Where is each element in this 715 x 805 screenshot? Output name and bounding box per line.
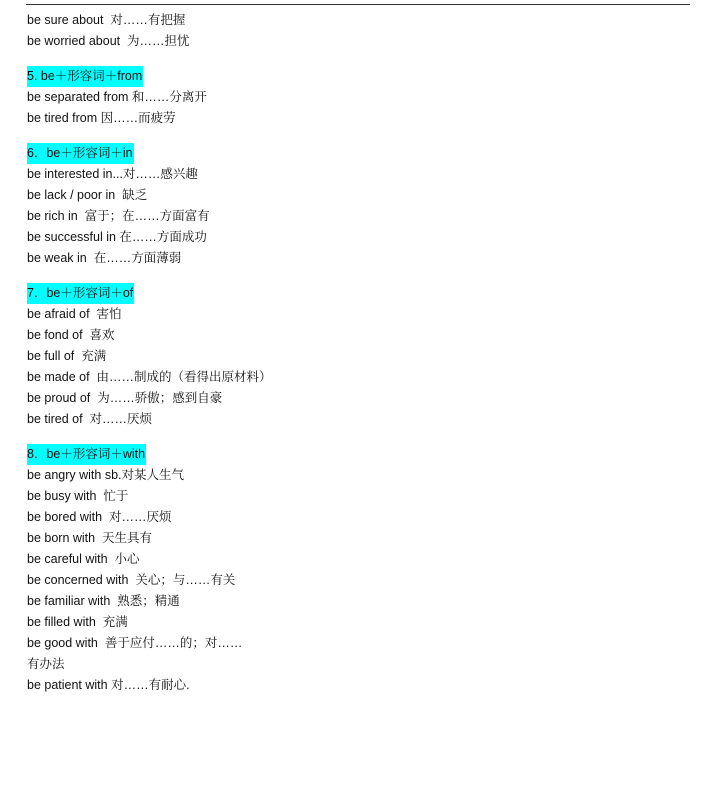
section-be-adj-in xyxy=(27,143,687,269)
document-body xyxy=(27,10,687,696)
phrase-item: be angry with sb.对某人生气 xyxy=(27,468,184,482)
phrase-item: be rich in 富于；在……方面富有 xyxy=(27,209,210,223)
section-be-adj-of xyxy=(27,283,687,430)
phrase-item: 有办法 xyxy=(27,657,65,671)
section-heading: 8．be＋形容词＋with xyxy=(27,444,146,465)
phrase-item: be separated from 和……分离开 xyxy=(27,90,207,104)
phrase-item: be fond of 喜欢 xyxy=(27,328,115,342)
phrase-item: be weak in 在……方面薄弱 xyxy=(27,251,182,265)
section-be-adj-from xyxy=(27,66,687,129)
phrase-item: be bored with 对……厌烦 xyxy=(27,510,172,524)
top-rule xyxy=(26,4,690,5)
phrase-item: be full of 充满 xyxy=(27,349,107,363)
phrase-item: be lack / poor in 缺乏 xyxy=(27,188,148,202)
phrase-item: be good with 善于应付……的；对…… xyxy=(27,636,243,650)
phrase-item: be interested in...对……感兴趣 xyxy=(27,167,198,181)
phrase-item: be successful in 在……方面成功 xyxy=(27,230,207,244)
phrase-item: be sure about 对……有把握 xyxy=(27,13,186,27)
phrase-item: be proud of 为……骄傲；感到自豪 xyxy=(27,391,223,405)
phrase-item: be worried about 为……担忧 xyxy=(27,34,190,48)
section-be-adj-with xyxy=(27,444,687,696)
section-heading: 7．be＋形容词＋of xyxy=(27,283,134,304)
section-heading: 5. be＋形容词＋from xyxy=(27,66,143,87)
phrase-item: be filled with 充满 xyxy=(27,615,128,629)
phrase-item: be tired of 对……厌烦 xyxy=(27,412,153,426)
phrase-item: be busy with 忙于 xyxy=(27,489,129,503)
section-heading: 6．be＋形容词＋in xyxy=(27,143,134,164)
phrase-item: be tired from 因……而疲劳 xyxy=(27,111,176,125)
section-continuation xyxy=(27,10,687,52)
phrase-item: be afraid of 害怕 xyxy=(27,307,122,321)
phrase-item: be patient with 对……有耐心. xyxy=(27,678,190,692)
phrase-item: be familiar with 熟悉；精通 xyxy=(27,594,180,608)
phrase-item: be made of 由……制成的（看得出原材料） xyxy=(27,370,272,384)
phrase-item: be born with 天生具有 xyxy=(27,531,153,545)
phrase-item: be careful with 小心 xyxy=(27,552,140,566)
phrase-item: be concerned with 关心；与……有关 xyxy=(27,573,236,587)
